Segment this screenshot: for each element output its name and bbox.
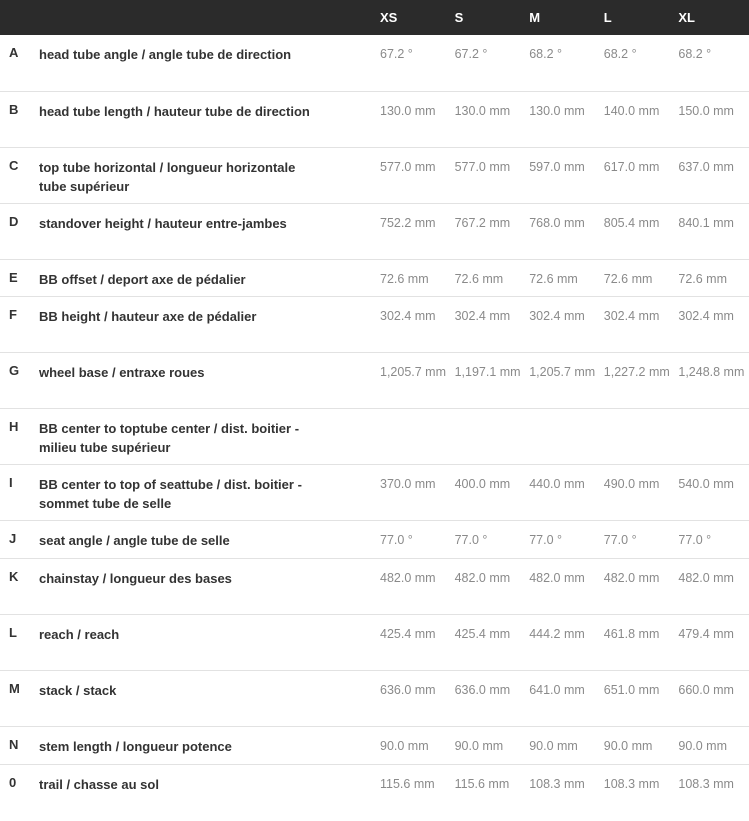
value-xl: 68.2 ° (678, 47, 712, 61)
value-m: 482.0 mm (529, 570, 585, 585)
table-row (0, 35, 749, 91)
value-s: 577.0 mm (454, 159, 511, 174)
row-label: head tube length / hauteur tube de direction (39, 103, 310, 119)
value-s: 130.0 mm (454, 103, 511, 118)
value-l: 805.4 mm (603, 215, 660, 230)
row-letter: L (9, 624, 17, 640)
row-label: top tube horizontal / longueur horizontale tube supérieur (39, 159, 296, 194)
value-xs: 577.0 mm (380, 159, 436, 174)
row-label: BB center to top of seattube / dist. boitier - sommet tube de selle (39, 476, 302, 511)
value-m: 444.2 mm (529, 626, 585, 641)
value-s: 400.0 mm (454, 476, 511, 491)
value-xs: 67.2 ° (380, 47, 413, 61)
row-label: BB center to toptube center / dist. boitier - milieu tube supérieur (39, 420, 300, 455)
value-l (600, 408, 675, 464)
value-xs: 752.2 mm (380, 215, 436, 230)
row-letter: B (9, 101, 19, 117)
table-row (0, 408, 749, 464)
value-l: 617.0 mm (603, 159, 660, 174)
row-letter: E (9, 269, 18, 285)
header-size-m: M (529, 10, 541, 25)
value-xl: 302.4 mm (678, 308, 734, 323)
table-row (0, 296, 749, 352)
row-label: stack / stack (39, 682, 117, 698)
value-m: 1,205.7 mm (529, 364, 596, 379)
value-s: 482.0 mm (454, 570, 511, 585)
header-letter-cell (0, 0, 31, 35)
value-xl: 150.0 mm (678, 103, 734, 118)
row-label: BB height / hauteur axe de pédalier (39, 308, 257, 324)
value-l: 461.8 mm (603, 626, 660, 641)
value-l: 72.6 mm (603, 271, 653, 286)
table-row (0, 520, 749, 558)
value-s: 72.6 mm (454, 271, 504, 286)
value-s: 302.4 mm (454, 308, 511, 323)
value-m: 90.0 mm (529, 738, 578, 753)
header-size-xs: XS (380, 10, 398, 25)
value-m: 302.4 mm (529, 308, 585, 323)
value-xl: 90.0 mm (678, 738, 728, 753)
value-xl: 72.6 mm (678, 271, 728, 286)
value-xs: 115.6 mm (380, 776, 435, 791)
table-row (0, 558, 749, 614)
value-m: 77.0 ° (529, 532, 562, 547)
row-letter: I (9, 474, 13, 490)
row-letter: H (9, 418, 19, 434)
row-letter: F (9, 306, 17, 322)
value-m: 108.3 mm (529, 776, 585, 791)
value-l: 302.4 mm (603, 308, 660, 323)
header-size-s: S (454, 10, 464, 25)
row-letter: A (9, 45, 19, 60)
row-letter: D (9, 213, 19, 229)
table-row (0, 614, 749, 670)
table-row (0, 352, 749, 408)
row-label: trail / chasse au sol (39, 776, 159, 792)
value-xl: 77.0 ° (678, 532, 712, 547)
value-l: 140.0 mm (603, 103, 660, 118)
table-row (0, 91, 749, 147)
value-xl: 840.1 mm (678, 215, 734, 230)
value-s (451, 408, 526, 464)
table-row (0, 259, 749, 296)
value-xl (674, 408, 749, 464)
value-xl: 540.0 mm (678, 476, 734, 491)
value-l: 77.0 ° (603, 532, 637, 547)
row-label: wheel base / entraxe roues (39, 364, 205, 380)
value-xl: 482.0 mm (678, 570, 734, 585)
header-label-cell (31, 0, 376, 35)
value-l: 490.0 mm (603, 476, 660, 491)
header-size-xl: XL (678, 10, 695, 25)
value-xs: 77.0 ° (380, 532, 413, 547)
row-label: reach / reach (39, 626, 120, 642)
row-label: standover height / hauteur entre-jambes (39, 215, 287, 231)
row-letter: K (9, 568, 19, 584)
value-xl: 660.0 mm (678, 682, 734, 697)
value-s: 425.4 mm (454, 626, 511, 641)
row-label: stem length / longueur potence (39, 738, 232, 754)
value-xs: 636.0 mm (380, 682, 436, 697)
table-row (0, 764, 749, 812)
value-s: 77.0 ° (454, 532, 488, 547)
table-row (0, 147, 749, 203)
value-xs: 90.0 mm (380, 738, 429, 753)
value-m: 768.0 mm (529, 215, 585, 230)
row-letter: 0 (9, 774, 17, 790)
value-xs: 130.0 mm (380, 103, 436, 118)
value-xl: 479.4 mm (678, 626, 734, 641)
value-xl: 1,248.8 mm (678, 364, 745, 379)
row-label: head tube angle / angle tube de direction (39, 47, 292, 62)
row-letter: G (9, 362, 20, 378)
value-l: 651.0 mm (603, 682, 660, 697)
value-m: 641.0 mm (529, 682, 585, 697)
value-l: 1,227.2 mm (603, 364, 670, 379)
value-xs: 425.4 mm (380, 626, 436, 641)
value-m: 597.0 mm (529, 159, 585, 174)
value-xl: 637.0 mm (678, 159, 734, 174)
table-row (0, 726, 749, 764)
value-l: 90.0 mm (603, 738, 653, 753)
table-header-row (0, 0, 749, 35)
row-letter: C (9, 157, 19, 173)
value-s: 67.2 ° (454, 47, 488, 61)
row-letter: N (9, 736, 19, 752)
value-xs (376, 408, 451, 464)
row-label: seat angle / angle tube de selle (39, 532, 230, 548)
table-row (0, 670, 749, 726)
value-xl: 108.3 mm (678, 776, 734, 791)
value-m: 68.2 ° (529, 47, 562, 61)
value-xs: 72.6 mm (380, 271, 429, 286)
value-m: 440.0 mm (529, 476, 585, 491)
value-l: 108.3 mm (603, 776, 660, 791)
value-s: 115.6 mm (454, 776, 510, 791)
row-letter: M (9, 680, 20, 696)
value-m: 130.0 mm (529, 103, 585, 118)
value-l: 482.0 mm (603, 570, 660, 585)
value-s: 767.2 mm (454, 215, 511, 230)
row-label: BB offset / deport axe de pédalier (39, 271, 246, 287)
value-xs: 302.4 mm (380, 308, 436, 323)
value-s: 90.0 mm (454, 738, 504, 753)
value-s: 1,197.1 mm (454, 364, 521, 379)
row-letter: J (9, 530, 17, 546)
value-m: 72.6 mm (529, 271, 578, 286)
value-s: 636.0 mm (454, 682, 511, 697)
value-xs: 1,205.7 mm (380, 364, 447, 379)
row-label: chainstay / longueur des bases (39, 570, 232, 586)
value-xs: 370.0 mm (380, 476, 436, 491)
value-l: 68.2 ° (603, 47, 637, 61)
table-row (0, 464, 749, 520)
header-size-l: L (603, 10, 612, 25)
table-row (0, 203, 749, 259)
value-xs: 482.0 mm (380, 570, 436, 585)
value-m (525, 408, 600, 464)
